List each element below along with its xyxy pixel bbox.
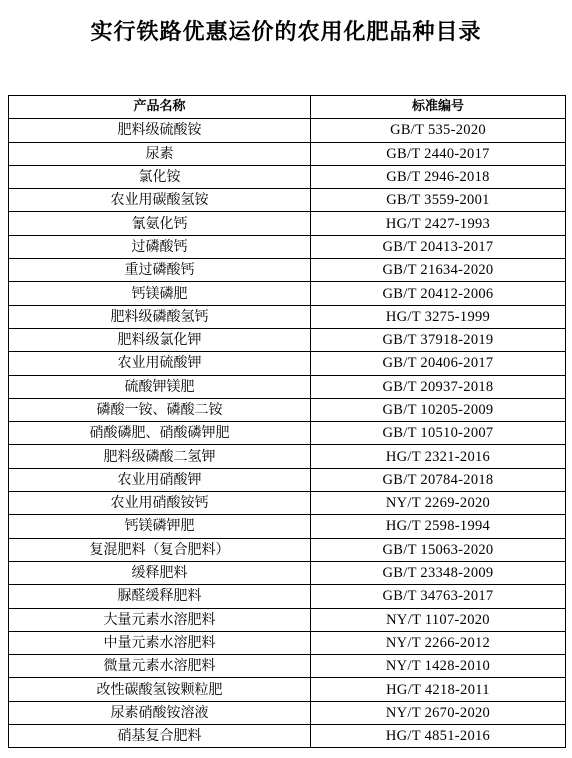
product-name-cell: 农业用硫酸钾: [9, 352, 311, 375]
product-name-cell: 复混肥料（复合肥料）: [9, 538, 311, 561]
standard-code-cell: GB/T 15063-2020: [311, 538, 566, 561]
table-row: [9, 375, 566, 398]
table-row: [9, 631, 566, 654]
table-row: [9, 398, 566, 421]
table-row: [9, 538, 566, 561]
standard-code-cell: HG/T 4218-2011: [311, 678, 566, 701]
product-name-cell: 农业用硝酸钾: [9, 468, 311, 491]
table-row: [9, 725, 566, 748]
table-row: [9, 515, 566, 538]
product-name-cell: 钙镁磷钾肥: [9, 515, 311, 538]
standard-code-cell: GB/T 10510-2007: [311, 422, 566, 445]
product-name-cell: 肥料级氯化钾: [9, 328, 311, 351]
standard-code-cell: GB/T 2946-2018: [311, 165, 566, 188]
table-row: [9, 608, 566, 631]
product-name-cell: 硫酸钾镁肥: [9, 375, 311, 398]
table-row: [9, 165, 566, 188]
product-name-cell: 脲醛缓释肥料: [9, 585, 311, 608]
standard-code-cell: GB/T 20413-2017: [311, 235, 566, 258]
standard-code-cell: HG/T 2598-1994: [311, 515, 566, 538]
product-name-cell: 磷酸一铵、磷酸二铵: [9, 398, 311, 421]
product-name-cell: 中量元素水溶肥料: [9, 631, 311, 654]
product-name-cell: 肥料级磷酸二氢钾: [9, 445, 311, 468]
product-name-cell: 肥料级硫酸铵: [9, 119, 311, 142]
standard-code-cell: GB/T 23348-2009: [311, 561, 566, 584]
product-name-cell: 大量元素水溶肥料: [9, 608, 311, 631]
standard-code-cell: GB/T 2440-2017: [311, 142, 566, 165]
column-header-product-name: 产品名称: [9, 96, 311, 119]
table-header-row: [9, 96, 566, 119]
product-name-cell: 农业用硝酸铵钙: [9, 492, 311, 515]
standard-code-cell: GB/T 3559-2001: [311, 189, 566, 212]
table-row: [9, 585, 566, 608]
standard-code-cell: GB/T 21634-2020: [311, 259, 566, 282]
standard-code-cell: GB/T 34763-2017: [311, 585, 566, 608]
table-row: [9, 305, 566, 328]
standard-code-cell: NY/T 1107-2020: [311, 608, 566, 631]
table-row: [9, 445, 566, 468]
standard-code-cell: HG/T 3275-1999: [311, 305, 566, 328]
table-row: [9, 328, 566, 351]
product-name-cell: 尿素: [9, 142, 311, 165]
standard-code-cell: GB/T 10205-2009: [311, 398, 566, 421]
standard-code-cell: GB/T 37918-2019: [311, 328, 566, 351]
product-name-cell: 改性碳酸氢铵颗粒肥: [9, 678, 311, 701]
table-row: [9, 119, 566, 142]
product-name-cell: 肥料级磷酸氢钙: [9, 305, 311, 328]
standard-code-cell: HG/T 2427-1993: [311, 212, 566, 235]
standard-code-cell: NY/T 2269-2020: [311, 492, 566, 515]
product-name-cell: 重过磷酸钙: [9, 259, 311, 282]
standard-code-cell: GB/T 20406-2017: [311, 352, 566, 375]
table-row: [9, 212, 566, 235]
product-name-cell: 氰氨化钙: [9, 212, 311, 235]
table-row: [9, 561, 566, 584]
table-row: [9, 492, 566, 515]
table-row: [9, 259, 566, 282]
column-header-standard-code: 标准编号: [311, 96, 566, 119]
product-name-cell: 农业用碳酸氢铵: [9, 189, 311, 212]
product-name-cell: 尿素硝酸铵溶液: [9, 701, 311, 724]
standard-code-cell: NY/T 2670-2020: [311, 701, 566, 724]
standard-code-cell: GB/T 20412-2006: [311, 282, 566, 305]
table-row: [9, 678, 566, 701]
table-row: [9, 235, 566, 258]
product-name-cell: 硝酸磷肥、硝酸磷钾肥: [9, 422, 311, 445]
fertilizer-catalog-table: [8, 95, 566, 748]
page-title: 实行铁路优惠运价的农用化肥品种目录: [90, 20, 482, 45]
table-row: [9, 142, 566, 165]
table-row: [9, 352, 566, 375]
standard-code-cell: GB/T 20937-2018: [311, 375, 566, 398]
standard-code-cell: GB/T 20784-2018: [311, 468, 566, 491]
table-row: [9, 701, 566, 724]
product-name-cell: 缓释肥料: [9, 561, 311, 584]
table-row: [9, 468, 566, 491]
standard-code-cell: NY/T 2266-2012: [311, 631, 566, 654]
product-name-cell: 氯化铵: [9, 165, 311, 188]
table-row: [9, 655, 566, 678]
product-name-cell: 钙镁磷肥: [9, 282, 311, 305]
standard-code-cell: HG/T 2321-2016: [311, 445, 566, 468]
table-row: [9, 422, 566, 445]
table-body: [9, 119, 566, 748]
table-row: [9, 189, 566, 212]
table-row: [9, 282, 566, 305]
standard-code-cell: GB/T 535-2020: [311, 119, 566, 142]
product-name-cell: 过磷酸钙: [9, 235, 311, 258]
product-name-cell: 微量元素水溶肥料: [9, 655, 311, 678]
standard-code-cell: NY/T 1428-2010: [311, 655, 566, 678]
standard-code-cell: HG/T 4851-2016: [311, 725, 566, 748]
product-name-cell: 硝基复合肥料: [9, 725, 311, 748]
